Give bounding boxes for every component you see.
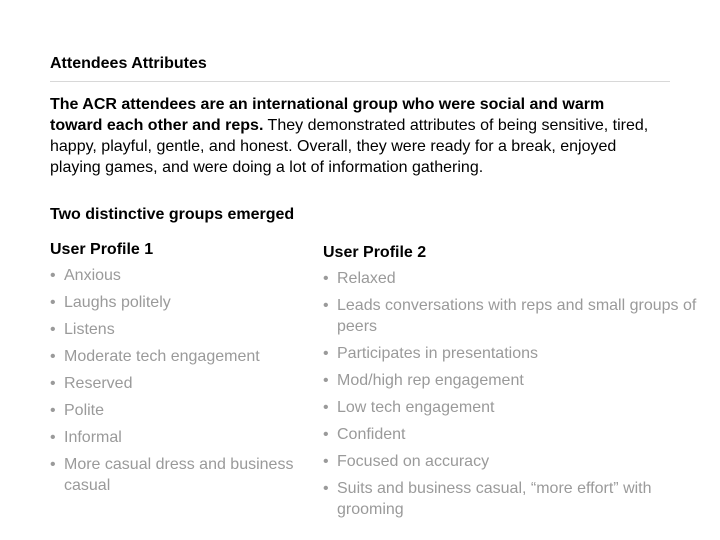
list-item: • More casual dress and business casual [50, 456, 294, 494]
bullet-icon: • [323, 453, 329, 470]
bullet-icon: • [50, 402, 56, 419]
bullet-icon: • [323, 372, 329, 389]
intro-bold-text: The ACR attendees are an international group who were social and warm toward each other and reps. [50, 96, 605, 134]
profile-2-list [323, 268, 703, 520]
bullet-icon: • [323, 297, 329, 314]
bullet-icon: • [50, 429, 56, 446]
list-item: • Confident [323, 426, 406, 443]
list-item: • Mod/high rep engagement [323, 372, 524, 389]
bullet-icon: • [323, 270, 329, 287]
list-item: • Focused on accuracy [323, 453, 490, 470]
list-item: • Suits and business casual, “more effort” with grooming [323, 480, 652, 518]
list-item: • Low tech engagement [323, 399, 495, 416]
bullet-icon: • [50, 348, 56, 365]
intro-paragraph [50, 94, 660, 178]
bullet-icon: • [50, 321, 56, 338]
groups-heading: Two distinctive groups emerged [50, 206, 295, 223]
intro-body-text: They demonstrated attributes of being sensitive, tired, happy, playful, gentle, and honest. Overall, they were ready for a break, enjoyed playing games, and were doing a lot of information gathering. [50, 117, 649, 176]
bullet-icon: • [50, 375, 56, 392]
list-item: • Laughs politely [50, 294, 171, 311]
user-profile-2 [323, 243, 703, 526]
list-item: • Anxious [50, 267, 121, 284]
bullet-icon: • [323, 426, 329, 443]
list-item: • Reserved [50, 375, 133, 392]
bullet-icon: • [323, 480, 329, 497]
list-item: • Moderate tech engagement [50, 348, 260, 365]
list-item: • Listens [50, 321, 115, 338]
bullet-icon: • [323, 399, 329, 416]
user-profile-1 [50, 240, 300, 502]
profile-1-list [50, 265, 300, 496]
bullet-icon: • [50, 456, 56, 473]
profile-1-heading: User Profile 1 [50, 241, 154, 258]
bullet-icon: • [50, 267, 56, 284]
bullet-icon: • [323, 345, 329, 362]
list-item: • Polite [50, 402, 105, 419]
list-item: • Informal [50, 429, 122, 446]
profile-2-heading: User Profile 2 [323, 244, 427, 261]
title-divider [50, 81, 670, 82]
bullet-icon: • [50, 294, 56, 311]
list-item: • Relaxed [323, 270, 396, 287]
list-item: • Leads conversations with reps and small groups of peers [323, 297, 697, 335]
page-title: Attendees Attributes [50, 55, 207, 72]
list-item: • Participates in presentations [323, 345, 538, 362]
